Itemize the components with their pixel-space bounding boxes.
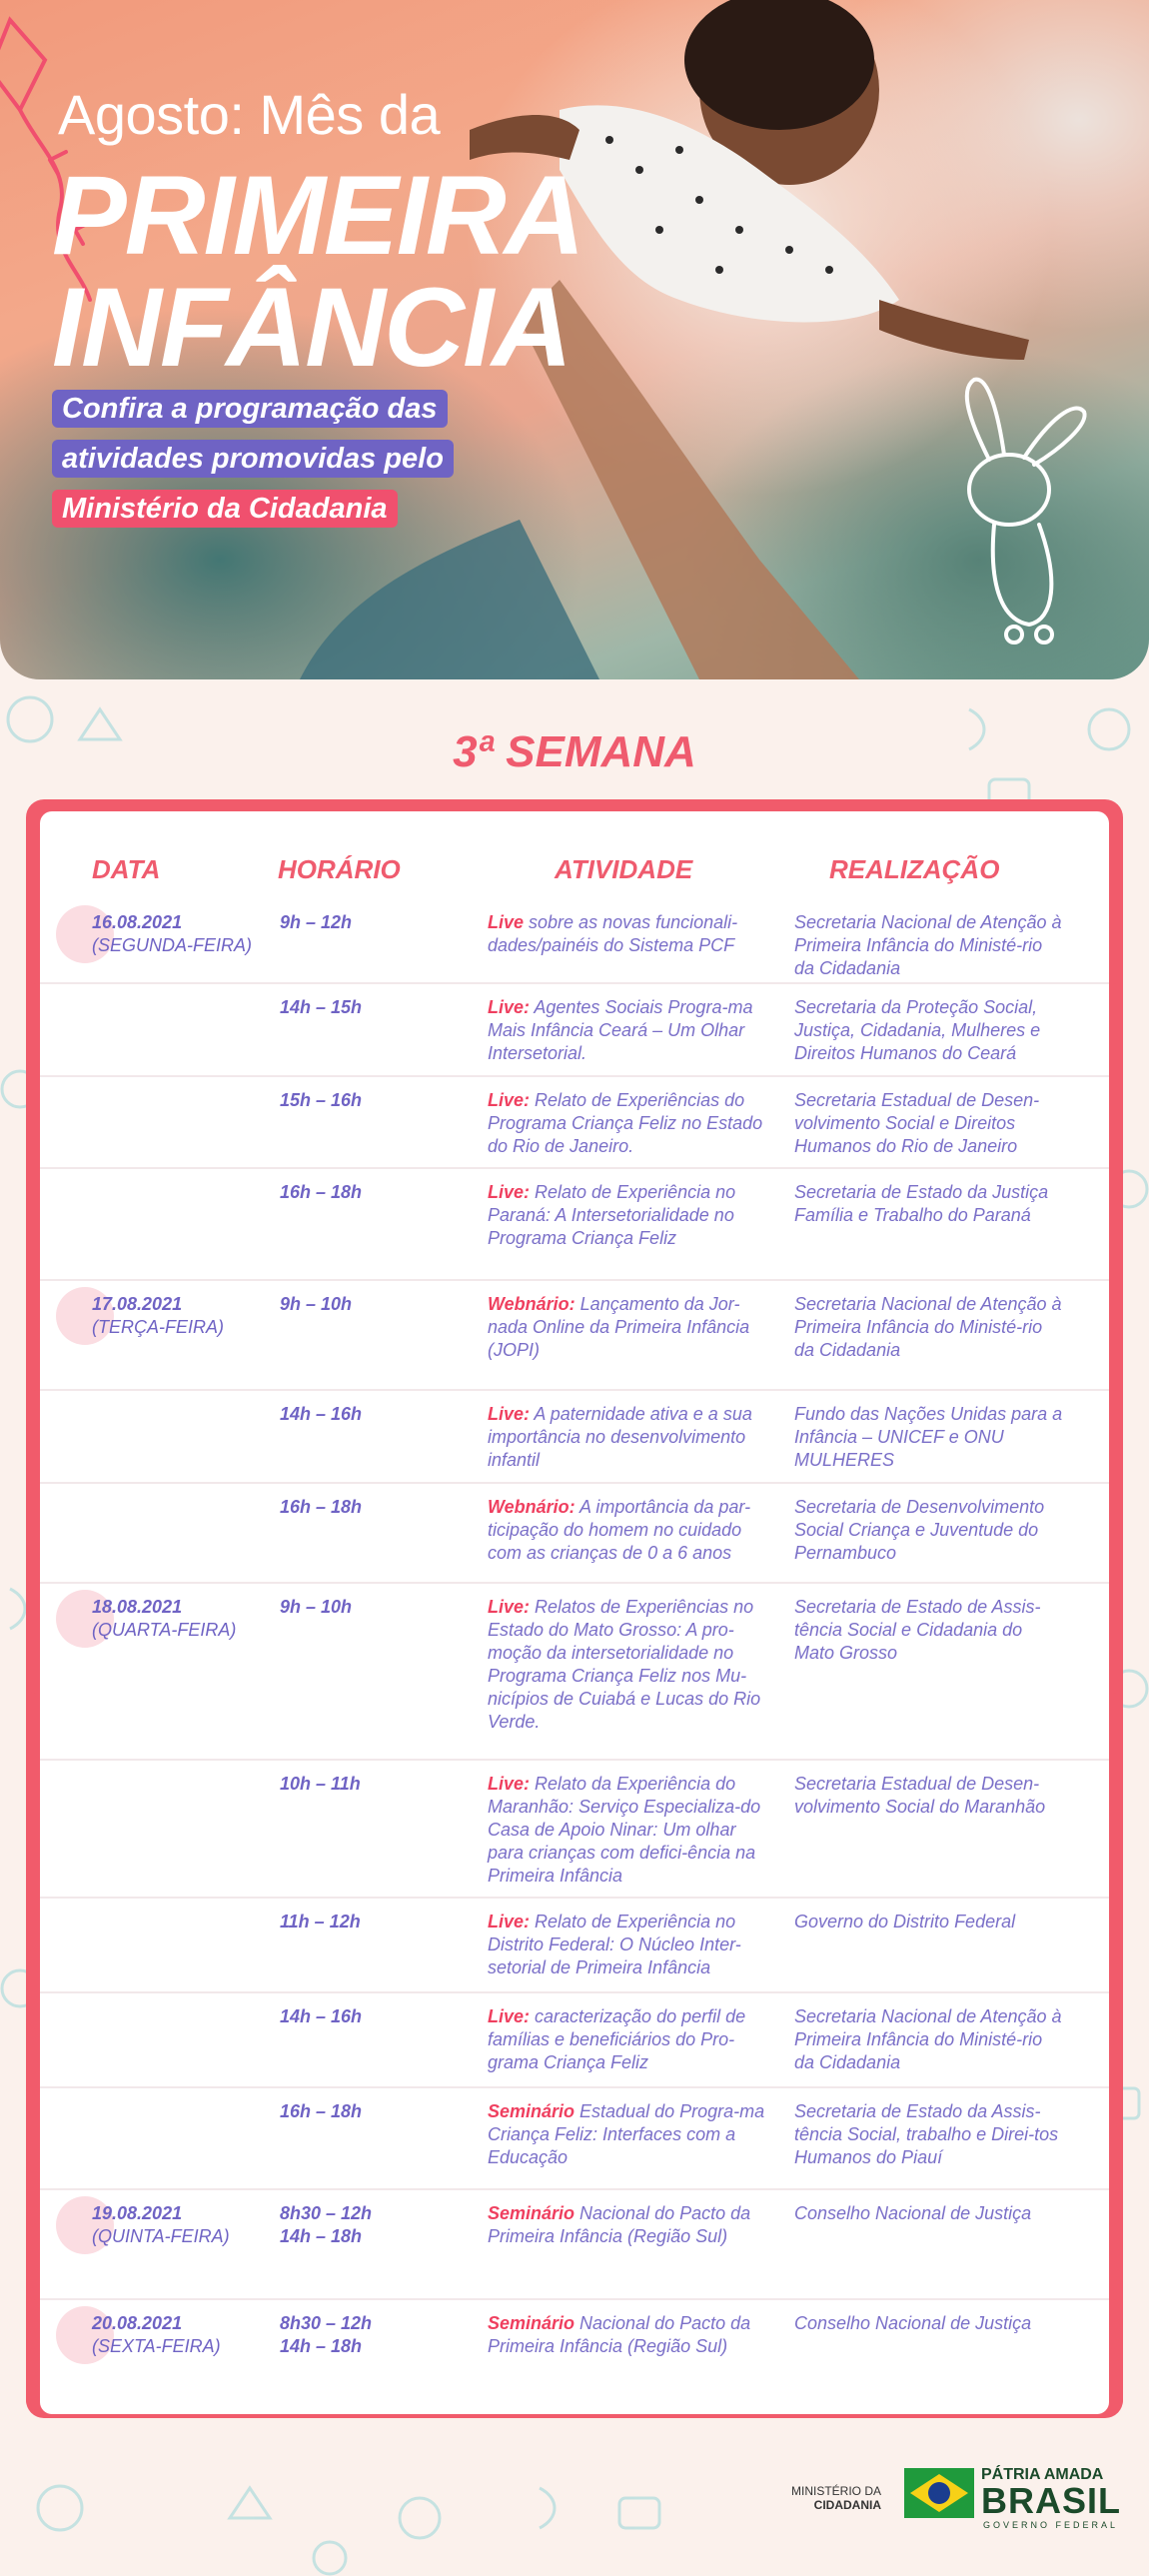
activity-text: Relato da Experiência do Maranhão: Serviço Especializa-do Casa de Apoio Ninar: Um olhar para crianças com defici-ência na Primeira Infância <box>488 1774 761 1886</box>
header-horario: HORÁRIO <box>278 854 401 884</box>
activity-type: Live: <box>488 997 531 1017</box>
ministerio-line1: MINISTÉRIO DA <box>791 2484 882 2498</box>
table-row <box>40 1089 1109 1169</box>
activity-text: Estadual do Progra-ma Criança Feliz: Interfaces com a Educação <box>488 2101 765 2167</box>
ministerio-cidadania-logo <box>791 2484 881 2512</box>
table-row <box>40 2100 1109 2190</box>
cell-atividade <box>488 2005 769 2074</box>
cell-date <box>92 2202 230 2248</box>
row-divider <box>40 1759 1109 1761</box>
cell-horario: 8h30 – 12h 14h – 18h <box>280 2203 373 2246</box>
activity-text: Relato de Experiência no Paraná: A Intersetorialidade no Programa Criança Feliz <box>488 1182 736 1248</box>
activity-type: Live: <box>488 1774 531 1794</box>
hero-kicker: Agosto: Mês da <box>58 83 441 146</box>
activity-type: Live: <box>488 1182 531 1202</box>
brasil-text: BRASIL <box>981 2480 1121 2521</box>
patria-amada-text: PÁTRIA AMADA <box>981 2466 1104 2483</box>
cell-horario: 16h – 18h <box>280 2101 363 2121</box>
activity-text: Lançamento da Jor-nada Online da Primeira Infância (JOPI) <box>488 1294 750 1360</box>
activity-text: Nacional do Pacto da Primeira Infância (Região Sul) <box>488 2203 751 2246</box>
cell-horario: 11h – 12h <box>280 1912 361 1932</box>
cell-date <box>92 2312 221 2358</box>
activity-type: Live: <box>488 2006 531 2026</box>
row-divider <box>40 2298 1109 2300</box>
cell-atividade <box>488 1089 769 1158</box>
activity-text: Relatos de Experiências no Estado do Mato Grosso: A pro-moção da intersetorialidade no Programa Criança Feliz nos Mu-nicípios de Cuiabá e Lucas do Rio Verde. <box>488 1597 761 1732</box>
cell-horario: 16h – 18h <box>280 1497 363 1517</box>
table-row <box>40 1596 1109 1761</box>
cell-atividade <box>488 911 769 957</box>
governo-federal-text: GOVERNO FEDERAL <box>983 2520 1119 2530</box>
header-atividade: ATIVIDADE <box>555 854 693 884</box>
table-row <box>40 996 1109 1077</box>
activity-type: Live: <box>488 1090 531 1110</box>
cell-atividade <box>488 2312 769 2358</box>
cell-realizacao: Secretaria Nacional de Atenção à Primeira Infância do Ministé-rio da Cidadania <box>794 912 1062 978</box>
cell-atividade <box>488 1181 769 1250</box>
weekday-value: (QUARTA-FEIRA) <box>92 1620 237 1640</box>
row-divider <box>40 1075 1109 1077</box>
date-value: 17.08.2021 <box>92 1294 183 1314</box>
header-data: DATA <box>92 854 161 884</box>
activity-type: Seminário <box>488 2203 575 2223</box>
activity-text: caracterização do perfil de famílias e beneficiários do Pro-grama Criança Feliz <box>488 2006 746 2072</box>
table-row <box>40 2312 1109 2410</box>
table-row <box>40 1403 1109 1484</box>
hero-title-line2: INFÂNCIA <box>52 265 572 390</box>
cell-atividade <box>488 1403 769 1472</box>
cell-realizacao: Secretaria da Proteção Social, Justiça, Cidadania, Mulheres e Direitos Humanos do Ceará <box>794 997 1041 1063</box>
cell-realizacao: Secretaria Estadual de Desen-volvimento Social e Direitos Humanos do Rio de Janeiro <box>794 1090 1040 1156</box>
cell-realizacao: Secretaria de Estado de Assis-tência Social e Cidadania do Mato Grosso <box>794 1597 1041 1663</box>
hero-pill-2: atividades promovidas pelo <box>52 440 454 478</box>
row-divider <box>40 1482 1109 1484</box>
cell-realizacao: Secretaria de Estado da Assis-tência Social, trabalho e Direi-tos Humanos do Piauí <box>794 2101 1059 2167</box>
cell-horario: 14h – 16h <box>280 1404 363 1424</box>
activity-text: Relato de Experiências do Programa Criança Feliz no Estado do Rio de Janeiro. <box>488 1090 763 1156</box>
table-row <box>40 2202 1109 2300</box>
cell-date <box>92 1596 236 1642</box>
cell-realizacao: Secretaria de Desenvolvimento Social Criança e Juventude do Pernambuco <box>794 1497 1045 1563</box>
header-realizacao: REALIZAÇÃO <box>829 854 1000 884</box>
week-title: 3ª SEMANA <box>453 727 696 776</box>
activity-type: Seminário <box>488 2313 575 2333</box>
activity-type: Seminário <box>488 2101 575 2121</box>
table-row <box>40 911 1109 984</box>
table-header <box>40 854 1109 890</box>
cell-realizacao: Secretaria de Estado da Justiça Família e Trabalho do Paraná <box>794 1182 1049 1225</box>
cell-atividade <box>488 1293 769 1362</box>
activity-type: Live: <box>488 1597 531 1617</box>
activity-type: Live: <box>488 1404 531 1424</box>
table-row <box>40 1496 1109 1584</box>
cell-horario: 10h – 11h <box>280 1774 361 1794</box>
activity-type: Webnário: <box>488 1497 575 1517</box>
activity-text: A paternidade ativa e a sua importância no desenvolvimento infantil <box>488 1404 752 1470</box>
weekday-value: (SEXTA-FEIRA) <box>92 2336 221 2356</box>
date-value: 18.08.2021 <box>92 1597 183 1617</box>
cell-atividade <box>488 1496 769 1565</box>
cell-realizacao: Governo do Distrito Federal <box>794 1912 1016 1932</box>
cell-horario: 9h – 12h <box>280 912 353 932</box>
weekday-value: (QUINTA-FEIRA) <box>92 2226 230 2246</box>
activity-text: A importância da par-ticipação do homem no cuidado com as crianças de 0 a 6 anos <box>488 1497 751 1563</box>
activity-type: Webnário: <box>488 1294 575 1314</box>
activity-type: Live <box>488 912 525 932</box>
cell-date <box>92 911 252 957</box>
footer-logos <box>759 2450 1129 2540</box>
table-row <box>40 1773 1109 1899</box>
hero-title-line1: PRIMEIRA <box>52 153 583 278</box>
row-divider <box>40 1279 1109 1281</box>
date-value: 20.08.2021 <box>92 2313 183 2333</box>
cell-realizacao: Conselho Nacional de Justiça <box>794 2313 1032 2333</box>
activity-text: Nacional do Pacto da Primeira Infância (Região Sul) <box>488 2313 751 2356</box>
cell-horario: 15h – 16h <box>280 1090 363 1110</box>
cell-horario: 14h – 16h <box>280 2006 363 2026</box>
cell-atividade <box>488 2100 769 2169</box>
cell-atividade <box>488 2202 769 2248</box>
cell-atividade <box>488 1596 769 1734</box>
table-row <box>40 2005 1109 2088</box>
cell-date <box>92 1293 224 1339</box>
cell-realizacao: Conselho Nacional de Justiça <box>794 2203 1032 2223</box>
row-divider <box>40 1167 1109 1169</box>
hero-pill-1: Confira a programação das <box>52 390 448 428</box>
row-divider <box>40 982 1109 984</box>
hero-pill-3: Ministério da Cidadania <box>52 490 398 528</box>
cell-horario: 14h – 15h <box>280 997 363 1017</box>
activity-text: sobre as novas funcionali-dades/painéis do Sistema PCF <box>488 912 738 955</box>
cell-horario: 8h30 – 12h 14h – 18h <box>280 2313 373 2356</box>
activity-text: Relato de Experiência no Distrito Federal: O Núcleo Inter-setorial de Primeira Infância <box>488 1912 741 1977</box>
table-row <box>40 1911 1109 1993</box>
cell-horario: 9h – 10h <box>280 1294 353 1314</box>
row-divider <box>40 1897 1109 1899</box>
cell-atividade <box>488 996 769 1065</box>
weekday-value: (SEGUNDA-FEIRA) <box>92 935 253 955</box>
cell-realizacao: Secretaria Nacional de Atenção à Primeira Infância do Ministé-rio da Cidadania <box>794 2006 1062 2072</box>
cell-atividade <box>488 1911 769 1979</box>
row-divider <box>40 1389 1109 1391</box>
row-divider <box>40 2188 1109 2190</box>
cell-horario: 9h – 10h <box>280 1597 353 1617</box>
cell-atividade <box>488 1773 769 1888</box>
row-divider <box>40 2086 1109 2088</box>
date-value: 16.08.2021 <box>92 912 183 932</box>
activity-text: Agentes Sociais Progra-ma Mais Infância Ceará – Um Olhar Intersetorial. <box>488 997 753 1063</box>
date-value: 19.08.2021 <box>92 2203 183 2223</box>
weekday-value: (TERÇA-FEIRA) <box>92 1317 224 1337</box>
cell-realizacao: Fundo das Nações Unidas para a Infância – UNICEF e ONU MULHERES <box>794 1404 1063 1470</box>
cell-horario: 16h – 18h <box>280 1182 363 1202</box>
cell-realizacao: Secretaria Estadual de Desen-volvimento Social do Maranhão <box>794 1774 1046 1817</box>
table-row <box>40 1293 1109 1391</box>
brazil-flag-icon <box>904 2468 974 2518</box>
ministerio-line2: CIDADANIA <box>813 2498 882 2512</box>
activity-type: Live: <box>488 1912 531 1932</box>
row-divider <box>40 1582 1109 1584</box>
row-divider <box>40 1991 1109 1993</box>
cell-realizacao: Secretaria Nacional de Atenção à Primeira Infância do Ministé-rio da Cidadania <box>794 1294 1062 1360</box>
hero-banner <box>0 0 1149 679</box>
table-row <box>40 1181 1109 1281</box>
